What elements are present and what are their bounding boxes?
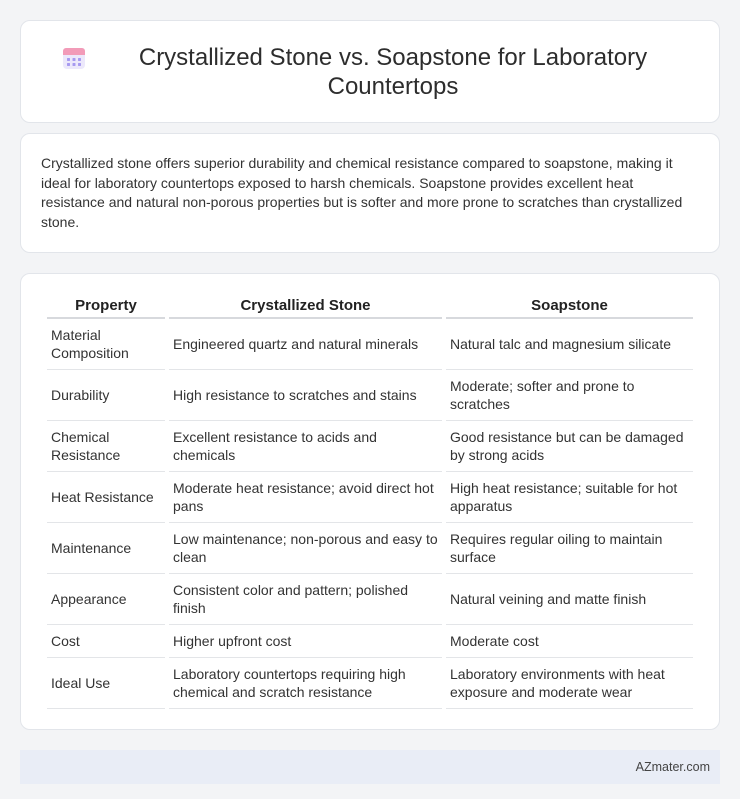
table-row — [47, 319, 693, 370]
table-row — [47, 574, 693, 625]
cell-crystallized-stone: Consistent color and pattern; polished finish — [169, 574, 442, 625]
summary-card — [20, 133, 720, 253]
table-row — [47, 472, 693, 523]
table-row — [47, 370, 693, 421]
cell-property: Appearance — [47, 574, 165, 625]
cell-soapstone: Natural veining and matte finish — [446, 574, 693, 625]
cell-soapstone: High heat resistance; suitable for hot apparatus — [446, 472, 693, 523]
footer — [20, 750, 720, 784]
cell-crystallized-stone: High resistance to scratches and stains — [169, 370, 442, 421]
calendar-icon — [61, 45, 87, 71]
cell-crystallized-stone: Laboratory countertops requiring high chemical and scratch resistance — [169, 658, 442, 709]
cell-property: Heat Resistance — [47, 472, 165, 523]
table-row — [47, 421, 693, 472]
cell-crystallized-stone: Moderate heat resistance; avoid direct hot pans — [169, 472, 442, 523]
cell-property: Maintenance — [47, 523, 165, 574]
cell-property: Chemical Resistance — [47, 421, 165, 472]
table-row — [47, 523, 693, 574]
header-soapstone: Soapstone — [446, 292, 693, 319]
cell-soapstone: Moderate cost — [446, 625, 693, 658]
cell-crystallized-stone: Higher upfront cost — [169, 625, 442, 658]
comparison-table-card — [20, 273, 720, 730]
cell-property: Material Composition — [47, 319, 165, 370]
cell-soapstone: Good resistance but can be damaged by strong acids — [446, 421, 693, 472]
cell-crystallized-stone: Engineered quartz and natural minerals — [169, 319, 442, 370]
header-property: Property — [47, 292, 165, 319]
title-card — [20, 20, 720, 123]
cell-crystallized-stone: Excellent resistance to acids and chemicals — [169, 421, 442, 472]
comparison-table — [43, 292, 697, 709]
table-row — [47, 658, 693, 709]
cell-soapstone: Laboratory environments with heat exposure and moderate wear — [446, 658, 693, 709]
footer-brand[interactable]: AZmater.com — [635, 760, 710, 774]
summary-text: Crystallized stone offers superior durability and chemical resistance compared to soapstone, making it ideal for laboratory countertops exposed to harsh chemicals. Soapstone provides excellent heat resistance and natural non-porous properties but is softer and more prone to scratches than crystallized stone. — [41, 155, 683, 230]
cell-soapstone: Requires regular oiling to maintain surface — [446, 523, 693, 574]
cell-crystallized-stone: Low maintenance; non-porous and easy to clean — [169, 523, 442, 574]
cell-property: Durability — [47, 370, 165, 421]
table-row — [47, 625, 693, 658]
page-title: Crystallized Stone vs. Soapstone for Laboratory Countertops — [138, 43, 648, 100]
table-header-row — [47, 292, 693, 319]
cell-soapstone: Moderate; softer and prone to scratches — [446, 370, 693, 421]
cell-property: Ideal Use — [47, 658, 165, 709]
header-crystallized-stone: Crystallized Stone — [169, 292, 442, 319]
cell-soapstone: Natural talc and magnesium silicate — [446, 319, 693, 370]
cell-property: Cost — [47, 625, 165, 658]
